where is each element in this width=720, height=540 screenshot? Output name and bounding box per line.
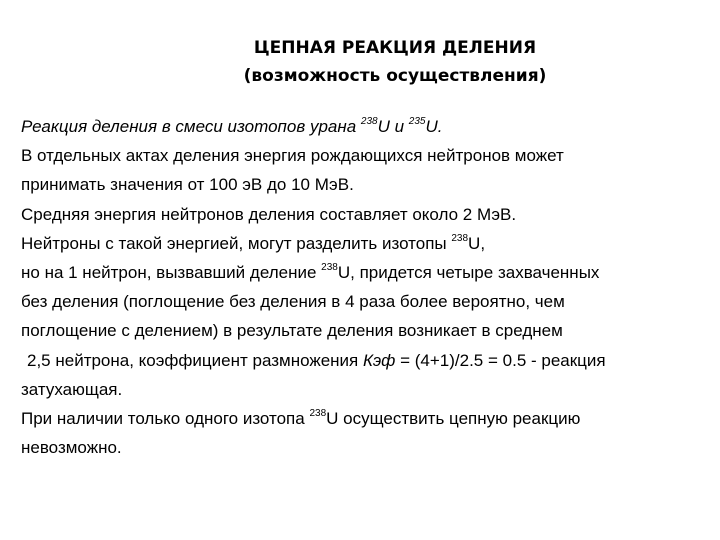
text-run: При наличии только одного изотопа — [21, 408, 310, 428]
paragraph-conclusion-line-2: невозможно. — [21, 438, 122, 458]
paragraph-neutron-energy-line-1: В отдельных актах деления энергия рождающихся нейтронов может — [21, 146, 564, 166]
paragraph-conclusion-line-1 — [21, 404, 711, 433]
text-run: U, придется четыре захваченных — [337, 262, 600, 282]
isotope-mass-238: 238 — [451, 233, 469, 245]
text-run: U, — [468, 233, 486, 253]
isotope-mass-235: 235 — [408, 116, 426, 128]
paragraph-fission-line-2 — [21, 258, 711, 287]
slide-body — [21, 112, 711, 462]
paragraph-fission-line-3: без деления (поглощение без деления в 4 раза более вероятно, чем — [21, 292, 565, 312]
paragraph-fission-line-5 — [21, 346, 711, 375]
paragraph-neutron-energy-line-2: принимать значения от 100 эВ до 10 МэВ. — [21, 175, 354, 195]
paragraph-average-energy: Средняя энергия нейтронов деления составляет около 2 МэВ. — [21, 204, 517, 224]
multiplication-factor-symbol: Кэф — [362, 350, 396, 370]
text-run: U. — [425, 117, 443, 136]
text-run: Нейтроны с такой энергией, могут разделить изотопы — [21, 233, 452, 253]
slide-title — [0, 34, 720, 90]
title-line-2: (возможность осуществления) — [243, 66, 547, 86]
isotope-mass-238: 238 — [309, 408, 327, 420]
text-run: = (4+1)/2.5 = 0.5 - реакция — [395, 350, 606, 370]
text-run: U осуществить цепную реакцию — [326, 408, 581, 428]
text-run: но на 1 нейтрон, вызвавший деление — [21, 262, 322, 282]
title-line-1: ЦЕПНАЯ РЕАКЦИЯ ДЕЛЕНИЯ — [253, 38, 537, 58]
paragraph-fission-line-1 — [21, 229, 711, 258]
isotope-mass-238: 238 — [360, 116, 378, 128]
text-run: Реакция деления в смеси изотопов урана — [21, 117, 361, 136]
paragraph-fission-line-6: затухающая. — [21, 379, 123, 399]
isotope-mass-238: 238 — [321, 262, 338, 274]
text-run: U и — [377, 117, 409, 136]
text-run: 2,5 нейтрона, коэффициент размножения — [27, 350, 363, 370]
paragraph-reaction-mixture — [21, 112, 711, 141]
paragraph-fission-line-4: поглощение с делением) в результате деления возникает в среднем — [21, 321, 563, 341]
